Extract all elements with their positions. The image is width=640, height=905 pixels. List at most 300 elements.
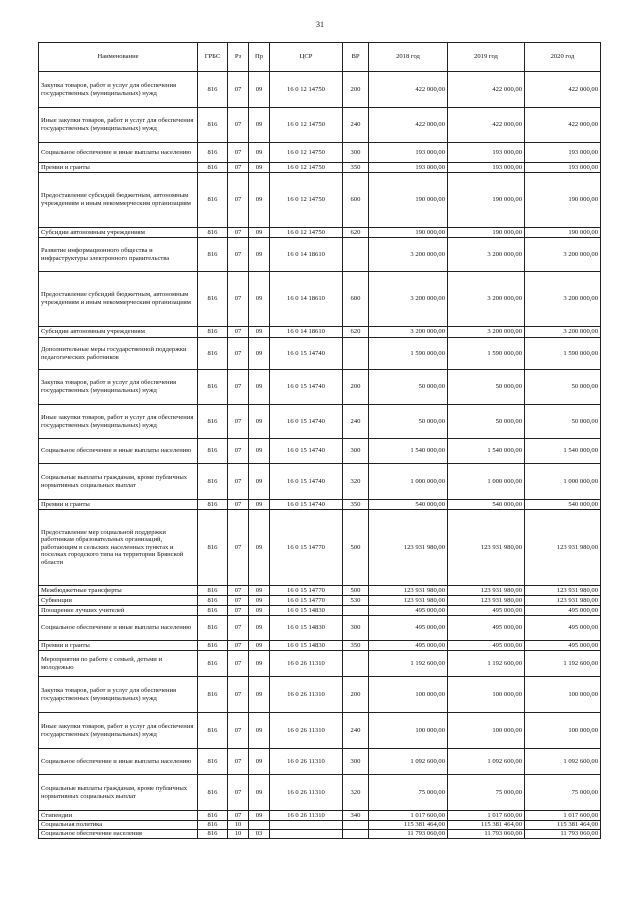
cell-grbs: 816 <box>198 677 228 713</box>
cell-vr: 530 <box>343 596 369 606</box>
cell-rz: 07 <box>228 651 249 677</box>
cell-2019: 123 931 980,00 <box>448 510 525 586</box>
cell-csr: 16 0 15 14770 <box>270 586 343 596</box>
cell-rz: 07 <box>228 72 249 108</box>
header-2018: 2018 год <box>369 43 448 72</box>
table-row <box>39 72 601 108</box>
cell-vr: 350 <box>343 500 369 510</box>
cell-pr: 09 <box>249 173 270 228</box>
cell-pr: 09 <box>249 143 270 163</box>
cell-pr: 09 <box>249 651 270 677</box>
cell-2019: 50 000,00 <box>448 405 525 439</box>
cell-pr: 09 <box>249 370 270 405</box>
cell-2020: 495 000,00 <box>525 641 601 651</box>
cell-2019: 495 000,00 <box>448 606 525 616</box>
cell-pr: 09 <box>249 439 270 464</box>
cell-vr: 200 <box>343 677 369 713</box>
cell-2018: 123 931 980,00 <box>369 596 448 606</box>
cell-grbs: 816 <box>198 651 228 677</box>
cell-rz: 07 <box>228 677 249 713</box>
cell-name: Иные закупки товаров, работ и услуг для обеспечения государственных (муниципальных) нужд <box>39 713 198 749</box>
cell-pr: 09 <box>249 677 270 713</box>
cell-vr: 300 <box>343 143 369 163</box>
table-row <box>39 228 601 238</box>
cell-name: Социальное обеспечение населения <box>39 830 198 839</box>
cell-2018: 50 000,00 <box>369 405 448 439</box>
cell-grbs: 816 <box>198 713 228 749</box>
cell-name: Премии и гранты <box>39 500 198 510</box>
cell-2019: 193 000,00 <box>448 143 525 163</box>
cell-name: Стипендии <box>39 811 198 821</box>
cell-grbs: 816 <box>198 606 228 616</box>
table-row <box>39 606 601 616</box>
table-body <box>39 72 601 839</box>
budget-table <box>38 42 601 839</box>
header-csr: ЦСР <box>270 43 343 72</box>
cell-vr <box>343 821 369 830</box>
cell-2018: 11 793 060,00 <box>369 830 448 839</box>
cell-pr: 09 <box>249 228 270 238</box>
cell-name: Закупка товаров, работ и услуг для обеспечения государственных (муниципальных) нужд <box>39 370 198 405</box>
cell-vr <box>343 606 369 616</box>
cell-2020: 1 017 600,00 <box>525 811 601 821</box>
cell-rz: 07 <box>228 143 249 163</box>
cell-grbs: 816 <box>198 327 228 338</box>
cell-2019: 11 793 060,00 <box>448 830 525 839</box>
cell-rz: 07 <box>228 439 249 464</box>
cell-pr: 09 <box>249 596 270 606</box>
cell-pr: 03 <box>249 830 270 839</box>
cell-pr: 09 <box>249 327 270 338</box>
cell-2020: 495 000,00 <box>525 616 601 641</box>
cell-csr: 16 0 26 11310 <box>270 677 343 713</box>
cell-grbs: 816 <box>198 72 228 108</box>
cell-csr: 16 0 12 14750 <box>270 228 343 238</box>
header-pr: Пр <box>249 43 270 72</box>
table-row <box>39 811 601 821</box>
cell-2020: 50 000,00 <box>525 405 601 439</box>
cell-2020: 495 000,00 <box>525 606 601 616</box>
cell-csr: 16 0 26 11310 <box>270 811 343 821</box>
cell-name: Субвенции <box>39 596 198 606</box>
cell-2019: 190 000,00 <box>448 228 525 238</box>
cell-pr: 09 <box>249 775 270 811</box>
cell-2018: 540 000,00 <box>369 500 448 510</box>
cell-csr: 16 0 14 18610 <box>270 327 343 338</box>
cell-rz: 07 <box>228 616 249 641</box>
cell-vr: 240 <box>343 108 369 143</box>
table-row <box>39 713 601 749</box>
cell-csr: 16 0 15 14770 <box>270 510 343 586</box>
cell-2019: 193 000,00 <box>448 163 525 173</box>
cell-vr: 240 <box>343 713 369 749</box>
cell-rz: 07 <box>228 370 249 405</box>
cell-csr: 16 0 26 11310 <box>270 713 343 749</box>
cell-name: Предоставление мер социальной поддержки работникам образовательных организаций, работающим в сельских населенных пунктах и поселках городского типа на территории Брянской области <box>39 510 198 586</box>
cell-2018: 1 092 600,00 <box>369 749 448 775</box>
cell-csr <box>270 821 343 830</box>
cell-grbs: 816 <box>198 228 228 238</box>
cell-2019: 3 200 000,00 <box>448 327 525 338</box>
cell-2020: 75 000,00 <box>525 775 601 811</box>
cell-2018: 422 000,00 <box>369 108 448 143</box>
cell-2018: 495 000,00 <box>369 606 448 616</box>
cell-name: Социальное обеспечение и иные выплаты населению <box>39 439 198 464</box>
cell-csr: 16 0 15 14740 <box>270 500 343 510</box>
cell-2018: 422 000,00 <box>369 72 448 108</box>
cell-rz: 10 <box>228 830 249 839</box>
cell-csr: 16 0 12 14750 <box>270 72 343 108</box>
cell-rz: 07 <box>228 606 249 616</box>
cell-pr: 09 <box>249 641 270 651</box>
table-row <box>39 238 601 272</box>
cell-csr: 16 0 14 18610 <box>270 272 343 327</box>
cell-rz: 07 <box>228 586 249 596</box>
cell-vr: 500 <box>343 586 369 596</box>
cell-csr: 16 0 26 11310 <box>270 749 343 775</box>
cell-rz: 07 <box>228 596 249 606</box>
cell-2018: 3 200 000,00 <box>369 238 448 272</box>
cell-grbs: 816 <box>198 163 228 173</box>
cell-grbs: 816 <box>198 811 228 821</box>
cell-vr: 320 <box>343 775 369 811</box>
cell-name: Предоставление субсидий бюджетным, автономным учреждениям и иным некоммерческим организациям <box>39 272 198 327</box>
cell-csr: 16 0 26 11310 <box>270 775 343 811</box>
cell-rz: 07 <box>228 749 249 775</box>
cell-2020: 1 192 600,00 <box>525 651 601 677</box>
cell-2019: 100 000,00 <box>448 713 525 749</box>
cell-2019: 540 000,00 <box>448 500 525 510</box>
cell-grbs: 816 <box>198 173 228 228</box>
cell-2018: 1 017 600,00 <box>369 811 448 821</box>
cell-2020: 123 931 980,00 <box>525 586 601 596</box>
cell-2019: 50 000,00 <box>448 370 525 405</box>
cell-pr: 09 <box>249 811 270 821</box>
cell-2018: 190 000,00 <box>369 228 448 238</box>
table-row <box>39 370 601 405</box>
cell-name: Дополнительные меры государственной поддержки педагогических работников <box>39 338 198 370</box>
cell-csr: 16 0 15 14740 <box>270 338 343 370</box>
cell-2020: 123 931 980,00 <box>525 596 601 606</box>
cell-vr: 300 <box>343 439 369 464</box>
cell-pr: 09 <box>249 464 270 500</box>
cell-grbs: 816 <box>198 405 228 439</box>
cell-vr: 300 <box>343 749 369 775</box>
cell-2018: 115 381 464,00 <box>369 821 448 830</box>
table-row <box>39 108 601 143</box>
cell-grbs: 816 <box>198 500 228 510</box>
cell-2019: 1 000 000,00 <box>448 464 525 500</box>
cell-grbs: 816 <box>198 641 228 651</box>
cell-2020: 1 000 000,00 <box>525 464 601 500</box>
cell-pr: 09 <box>249 616 270 641</box>
cell-2020: 115 381 464,00 <box>525 821 601 830</box>
cell-vr: 620 <box>343 228 369 238</box>
cell-2019: 1 017 600,00 <box>448 811 525 821</box>
cell-grbs: 816 <box>198 510 228 586</box>
cell-vr: 300 <box>343 616 369 641</box>
table-row <box>39 586 601 596</box>
header-grbs: ГРБС <box>198 43 228 72</box>
cell-pr: 09 <box>249 338 270 370</box>
cell-name: Субсидии автономным учреждениям <box>39 228 198 238</box>
cell-rz: 07 <box>228 327 249 338</box>
cell-2020: 100 000,00 <box>525 677 601 713</box>
cell-2019: 1 590 000,00 <box>448 338 525 370</box>
cell-rz: 07 <box>228 713 249 749</box>
cell-csr <box>270 830 343 839</box>
cell-rz: 07 <box>228 775 249 811</box>
page-number: 31 <box>316 20 324 29</box>
table-row <box>39 163 601 173</box>
cell-rz: 07 <box>228 510 249 586</box>
cell-2020: 540 000,00 <box>525 500 601 510</box>
cell-csr: 16 0 15 14740 <box>270 405 343 439</box>
cell-2020: 3 200 000,00 <box>525 327 601 338</box>
table-row <box>39 464 601 500</box>
cell-csr: 16 0 15 14740 <box>270 439 343 464</box>
table-row <box>39 405 601 439</box>
cell-rz: 07 <box>228 238 249 272</box>
cell-2019: 422 000,00 <box>448 108 525 143</box>
cell-name: Закупка товаров, работ и услуг для обеспечения государственных (муниципальных) нужд <box>39 677 198 713</box>
cell-vr: 620 <box>343 327 369 338</box>
header-2019: 2019 год <box>448 43 525 72</box>
cell-rz: 07 <box>228 641 249 651</box>
cell-2020: 193 000,00 <box>525 143 601 163</box>
cell-grbs: 816 <box>198 596 228 606</box>
table-row <box>39 677 601 713</box>
cell-vr: 600 <box>343 272 369 327</box>
cell-name: Иные закупки товаров, работ и услуг для обеспечения государственных (муниципальных) нужд <box>39 108 198 143</box>
table-row <box>39 510 601 586</box>
cell-pr: 09 <box>249 405 270 439</box>
table-row <box>39 749 601 775</box>
cell-2018: 1 192 600,00 <box>369 651 448 677</box>
cell-grbs: 816 <box>198 749 228 775</box>
cell-grbs: 816 <box>198 108 228 143</box>
cell-pr: 09 <box>249 713 270 749</box>
cell-pr: 09 <box>249 510 270 586</box>
cell-2020: 422 000,00 <box>525 108 601 143</box>
cell-grbs: 816 <box>198 821 228 830</box>
cell-vr: 600 <box>343 173 369 228</box>
header-2020: 2020 год <box>525 43 601 72</box>
cell-name: Предоставление субсидий бюджетным, автономным учреждениям и иным некоммерческим организациям <box>39 173 198 228</box>
cell-2020: 3 200 000,00 <box>525 272 601 327</box>
cell-csr: 16 0 26 11310 <box>270 651 343 677</box>
header-vr: ВР <box>343 43 369 72</box>
cell-pr: 09 <box>249 163 270 173</box>
cell-name: Социальное обеспечение и иные выплаты населению <box>39 749 198 775</box>
cell-pr: 09 <box>249 586 270 596</box>
cell-vr <box>343 338 369 370</box>
cell-2019: 115 381 464,00 <box>448 821 525 830</box>
cell-2018: 123 931 980,00 <box>369 510 448 586</box>
table-row <box>39 439 601 464</box>
table-header-row <box>39 43 601 72</box>
cell-rz: 07 <box>228 173 249 228</box>
cell-csr: 16 0 12 14750 <box>270 143 343 163</box>
table-row <box>39 500 601 510</box>
cell-csr: 16 0 12 14750 <box>270 173 343 228</box>
table-row <box>39 775 601 811</box>
cell-grbs: 816 <box>198 143 228 163</box>
cell-csr: 16 0 15 14740 <box>270 464 343 500</box>
cell-2018: 75 000,00 <box>369 775 448 811</box>
cell-csr: 16 0 15 14770 <box>270 596 343 606</box>
cell-2019: 495 000,00 <box>448 641 525 651</box>
cell-name: Субсидии автономным учреждениям <box>39 327 198 338</box>
table-row <box>39 143 601 163</box>
table-row <box>39 327 601 338</box>
cell-2018: 100 000,00 <box>369 677 448 713</box>
cell-grbs: 816 <box>198 586 228 596</box>
cell-pr <box>249 821 270 830</box>
cell-2018: 1 590 000,00 <box>369 338 448 370</box>
cell-2019: 1 192 600,00 <box>448 651 525 677</box>
cell-2020: 3 200 000,00 <box>525 238 601 272</box>
cell-rz: 07 <box>228 405 249 439</box>
cell-name: Социальные выплаты гражданам, кроме публичных нормативных социальных выплат <box>39 464 198 500</box>
cell-2018: 123 931 980,00 <box>369 586 448 596</box>
cell-rz: 07 <box>228 811 249 821</box>
cell-name: Поощрение лучших учителей <box>39 606 198 616</box>
cell-2019: 75 000,00 <box>448 775 525 811</box>
table-row <box>39 173 601 228</box>
cell-2018: 193 000,00 <box>369 163 448 173</box>
cell-2019: 422 000,00 <box>448 72 525 108</box>
cell-vr <box>343 238 369 272</box>
cell-grbs: 816 <box>198 272 228 327</box>
cell-2019: 1 092 600,00 <box>448 749 525 775</box>
cell-grbs: 816 <box>198 370 228 405</box>
cell-vr: 320 <box>343 464 369 500</box>
cell-2019: 123 931 980,00 <box>448 596 525 606</box>
cell-2018: 3 200 000,00 <box>369 327 448 338</box>
cell-2018: 1 000 000,00 <box>369 464 448 500</box>
cell-name: Социальное обеспечение и иные выплаты населению <box>39 143 198 163</box>
cell-vr: 500 <box>343 510 369 586</box>
cell-rz: 07 <box>228 228 249 238</box>
cell-rz: 07 <box>228 163 249 173</box>
cell-2020: 50 000,00 <box>525 370 601 405</box>
cell-2018: 193 000,00 <box>369 143 448 163</box>
cell-2020: 11 793 060,00 <box>525 830 601 839</box>
cell-2020: 422 000,00 <box>525 72 601 108</box>
cell-2020: 1 092 600,00 <box>525 749 601 775</box>
cell-pr: 09 <box>249 500 270 510</box>
cell-grbs: 816 <box>198 830 228 839</box>
cell-2018: 50 000,00 <box>369 370 448 405</box>
cell-name: Социальная политика <box>39 821 198 830</box>
cell-grbs: 816 <box>198 616 228 641</box>
cell-pr: 09 <box>249 749 270 775</box>
cell-rz: 07 <box>228 464 249 500</box>
cell-2019: 1 540 000,00 <box>448 439 525 464</box>
cell-vr: 340 <box>343 811 369 821</box>
cell-vr <box>343 830 369 839</box>
header-name: Наименование <box>39 43 198 72</box>
cell-2018: 3 200 000,00 <box>369 272 448 327</box>
cell-vr: 200 <box>343 370 369 405</box>
cell-2020: 193 000,00 <box>525 163 601 173</box>
cell-vr: 200 <box>343 72 369 108</box>
cell-csr: 16 0 12 14750 <box>270 108 343 143</box>
cell-grbs: 816 <box>198 238 228 272</box>
cell-vr: 350 <box>343 641 369 651</box>
cell-rz: 07 <box>228 272 249 327</box>
cell-csr: 16 0 15 14830 <box>270 641 343 651</box>
cell-2019: 3 200 000,00 <box>448 238 525 272</box>
cell-2019: 123 931 980,00 <box>448 586 525 596</box>
cell-2020: 190 000,00 <box>525 228 601 238</box>
cell-pr: 09 <box>249 72 270 108</box>
cell-2020: 1 590 000,00 <box>525 338 601 370</box>
cell-csr: 16 0 15 14830 <box>270 616 343 641</box>
cell-2018: 1 540 000,00 <box>369 439 448 464</box>
cell-2019: 190 000,00 <box>448 173 525 228</box>
cell-name: Мероприятия по работе с семьей, детьми и молодежью <box>39 651 198 677</box>
cell-vr: 350 <box>343 163 369 173</box>
cell-rz: 07 <box>228 108 249 143</box>
cell-rz: 07 <box>228 338 249 370</box>
table-row <box>39 821 601 830</box>
table-row <box>39 596 601 606</box>
cell-csr: 16 0 15 14740 <box>270 370 343 405</box>
cell-2020: 123 931 980,00 <box>525 510 601 586</box>
cell-name: Премии и гранты <box>39 641 198 651</box>
cell-name: Премии и гранты <box>39 163 198 173</box>
cell-vr: 240 <box>343 405 369 439</box>
cell-pr: 09 <box>249 606 270 616</box>
cell-2019: 495 000,00 <box>448 616 525 641</box>
cell-csr: 16 0 12 14750 <box>270 163 343 173</box>
cell-rz: 07 <box>228 500 249 510</box>
table-row <box>39 272 601 327</box>
cell-csr: 16 0 15 14830 <box>270 606 343 616</box>
cell-name: Социальные выплаты гражданам, кроме публичных нормативных социальных выплат <box>39 775 198 811</box>
table-row <box>39 651 601 677</box>
cell-2020: 100 000,00 <box>525 713 601 749</box>
cell-2018: 100 000,00 <box>369 713 448 749</box>
cell-name: Развитие информационного общества и инфраструктуры электронного правительства <box>39 238 198 272</box>
cell-name: Иные закупки товаров, работ и услуг для обеспечения государственных (муниципальных) нужд <box>39 405 198 439</box>
cell-2018: 495 000,00 <box>369 641 448 651</box>
cell-2020: 190 000,00 <box>525 173 601 228</box>
cell-name: Социальное обеспечение и иные выплаты населению <box>39 616 198 641</box>
cell-vr <box>343 651 369 677</box>
table-row <box>39 641 601 651</box>
cell-csr: 16 0 14 18610 <box>270 238 343 272</box>
cell-rz: 10 <box>228 821 249 830</box>
cell-grbs: 816 <box>198 338 228 370</box>
table-row <box>39 616 601 641</box>
cell-2019: 3 200 000,00 <box>448 272 525 327</box>
cell-pr: 09 <box>249 108 270 143</box>
cell-2020: 1 540 000,00 <box>525 439 601 464</box>
cell-2018: 190 000,00 <box>369 173 448 228</box>
cell-grbs: 816 <box>198 439 228 464</box>
table-row <box>39 830 601 839</box>
cell-grbs: 816 <box>198 775 228 811</box>
table-row <box>39 338 601 370</box>
cell-pr: 09 <box>249 272 270 327</box>
cell-2018: 495 000,00 <box>369 616 448 641</box>
header-rz: Рз <box>228 43 249 72</box>
cell-name: Закупка товаров, работ и услуг для обеспечения государственных (муниципальных) нужд <box>39 72 198 108</box>
cell-name: Межбюджетные трансферты <box>39 586 198 596</box>
